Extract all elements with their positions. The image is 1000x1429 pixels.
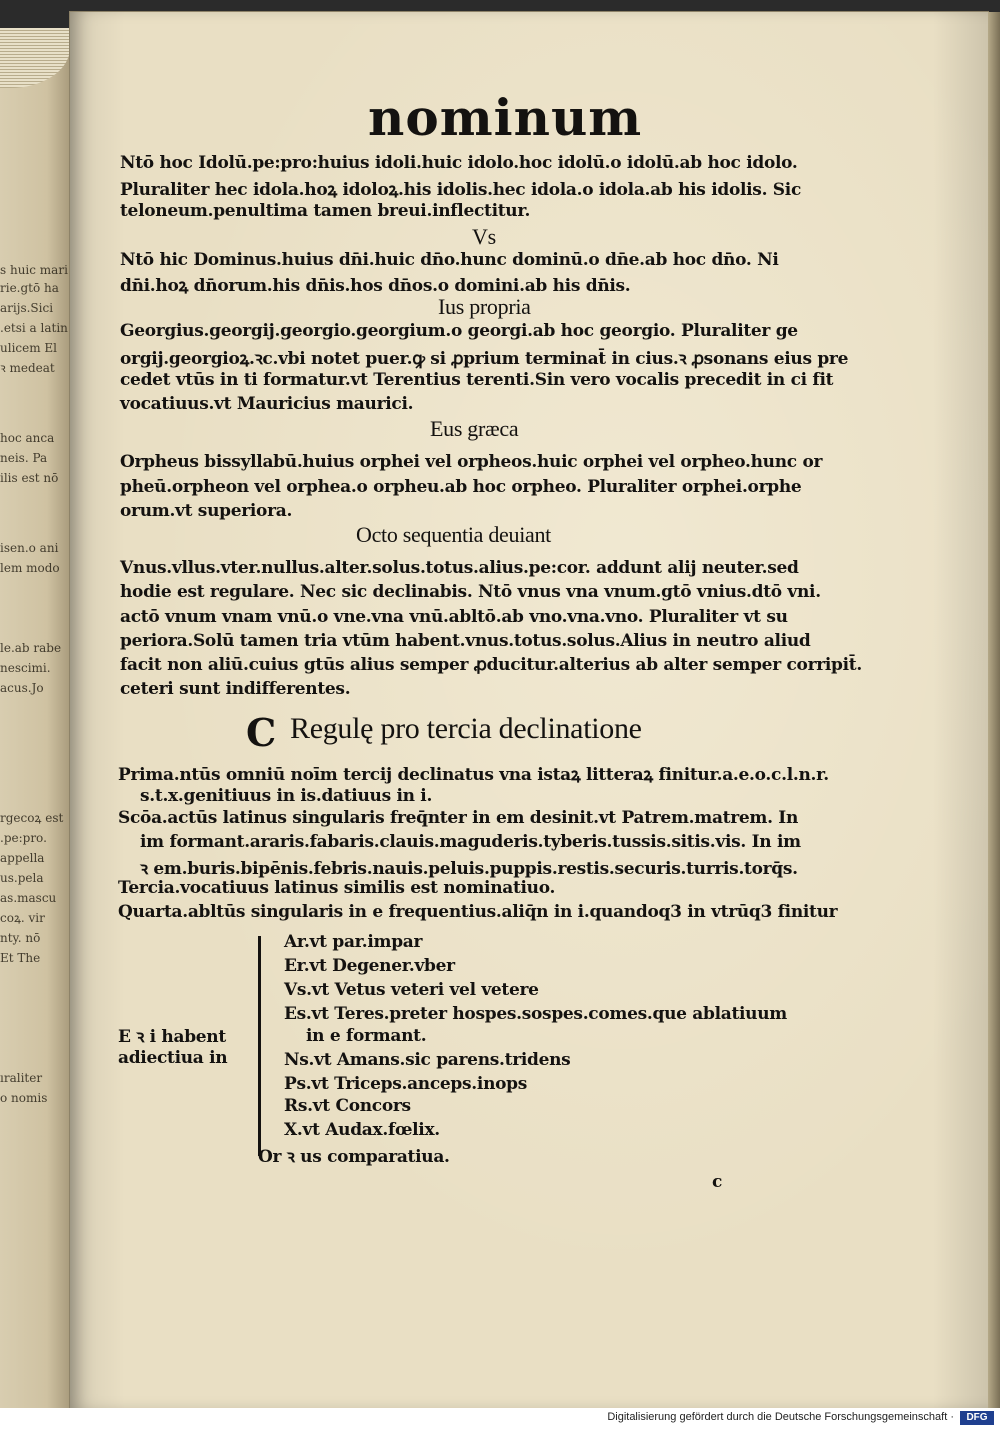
list-item: in e formant.	[306, 1026, 427, 1046]
list-item: Ar.vt par.impar	[284, 932, 423, 952]
section-heading-vs: Vs	[472, 224, 496, 249]
left-margin-fragment: as.mascu	[0, 891, 57, 905]
text-line: vocatiuus.vt Mauricius maurici.	[120, 394, 414, 414]
text-line: Tercia.vocatiuus latinus similis est nominatiuo.	[118, 878, 556, 898]
left-margin-fragment: isen.o ani	[0, 541, 59, 555]
left-margin-fragment: s huic mari	[0, 263, 68, 277]
section-heading-ius: Ius propria	[438, 294, 531, 319]
text-line: hodie est regulare. Nec sic declinabis. Ntō vnus vna vnum.gtō vnius.dtō vni.	[120, 582, 821, 602]
left-margin-fragment: coꝝ. vir	[0, 911, 45, 925]
left-margin-fragment: rgecoꝝ est	[0, 811, 64, 825]
text-line: Prima.ntūs omniū noīm tercij declinatus vna istaꝝ litteraꝝ finitur.a.e.o.c.l.n.r.	[118, 765, 829, 785]
right-page	[70, 12, 988, 1408]
left-margin-fragment: acus.Jo	[0, 681, 44, 695]
text-line: Georgius.georgij.georgio.georgium.o georgi.ab hoc georgio. Pluraliter ge	[120, 321, 798, 341]
rule-heading: Regulę pro tercia declinatione	[290, 712, 642, 745]
left-margin-fragment: arijs.Sici	[0, 301, 54, 315]
left-margin-fragment: lem modo	[0, 561, 60, 575]
left-margin-fragment: ulicem El	[0, 341, 58, 355]
text-line: Scōa.actūs latinus singularis freq̄nter in em desinit.vt Patrem.matrem. In	[118, 808, 799, 828]
left-margin-fragment: .etsi a latin	[0, 321, 68, 335]
list-item: Vs.vt Vetus veteri vel vetere	[284, 980, 539, 1000]
dfg-logo: DFG	[960, 1411, 994, 1425]
text-line: teloneum.penultima tamen breui.inflectitur.	[120, 201, 531, 221]
text-line: pheū.orpheon vel orphea.o orpheu.ab hoc orpheo. Pluraliter orphei.orphe	[120, 477, 802, 497]
text-line: orgij.georgioꝝ.ꝛc.vbi notet puer.ꝙ si ꝓprium terminat̄ in cius.ꝛ ꝓsonans eius pre	[120, 349, 849, 369]
footer-bar	[0, 1408, 1000, 1429]
left-margin-fragment: neis. Pa	[0, 451, 48, 465]
left-margin-fragment: nescimi.	[0, 661, 51, 675]
paragraph-mark: C	[246, 710, 276, 755]
left-margin-fragment: Et The	[0, 951, 41, 965]
text-line: dn̄i.hoꝝ dn̄orum.his dn̄is.hos dn̄os.o domini.ab his dn̄is.	[120, 276, 631, 296]
footer-credit: Digitalisierung gefördert durch die Deutsche Forschungsgemeinschaft ·	[607, 1411, 954, 1423]
text-line: Orpheus bissyllabū.huius orphei vel orpheos.huic orphei vel orpheo.hunc or	[120, 452, 823, 472]
left-page-fragment	[0, 30, 78, 1408]
list-item: Ps.vt Triceps.anceps.inops	[284, 1074, 528, 1094]
left-margin-fragment: rie.gtō ha	[0, 281, 59, 295]
text-line: im formant.araris.fabaris.clauis.maguderis.tyberis.tussis.sitis.vis. In im	[140, 832, 801, 852]
section-heading-octo: Octo sequentia deuiant	[356, 522, 551, 547]
text-line: ꝛ em.buris.bipēnis.febris.nauis.peluis.puppis.restis.securis.turris.torq̄s.	[140, 859, 798, 879]
list-item: Es.vt Teres.preter hospes.sospes.comes.que ablatiuum	[284, 1004, 787, 1024]
left-margin-fragment: ꝛ medeat	[0, 361, 55, 375]
page-title: nominum	[368, 88, 643, 147]
text-line: Pluraliter hec idola.hoꝝ idoloꝝ.his idolis.hec idola.o idola.ab his idolis. Sic	[120, 180, 801, 200]
brace	[258, 936, 273, 1156]
left-margin-fragment: ıraliter	[0, 1071, 43, 1085]
left-margin-fragment: hoc anca	[0, 431, 55, 445]
text-line: Vnus.vllus.vter.nullus.alter.solus.totus.alius.pe:cor. addunt alij neuter.sed	[120, 558, 799, 578]
list-item: X.vt Audax.fœlix.	[284, 1120, 440, 1140]
left-margin-fragment: ilis est nō	[0, 471, 59, 485]
text-line: ceteri sunt indifferentes.	[120, 679, 351, 699]
left-margin-fragment: nty. nō	[0, 931, 41, 945]
text-line: cedet vtūs in ti formatur.vt Terentius terenti.Sin vero vocalis precedit in ci fit	[120, 370, 834, 390]
side-label: E ꝛ i habent	[118, 1027, 226, 1047]
signature-mark: c	[712, 1172, 723, 1192]
left-margin-fragment: us.pela	[0, 871, 44, 885]
page-right-edge	[988, 12, 1000, 1408]
left-margin-fragment: le.ab rabe	[0, 641, 62, 655]
left-margin-fragment: appella	[0, 851, 45, 865]
list-item: Ns.vt Amans.sic parens.tridens	[284, 1050, 571, 1070]
list-item: Er.vt Degener.vber	[284, 956, 455, 976]
list-item: Rs.vt Concors	[284, 1096, 411, 1116]
section-heading-eus: Eus græca	[430, 416, 519, 441]
text-line: orum.vt superiora.	[120, 501, 293, 521]
text-line: Ntō hic Dominus.huius dn̄i.huic dn̄o.hunc dominū.o dn̄e.ab hoc dn̄o. Ni	[120, 250, 779, 270]
text-line: actō vnum vnam vnū.o vne.vna vnū.abltō.ab vno.vna.vno. Pluraliter vt su	[120, 607, 788, 627]
left-margin-fragment: .pe:pro.	[0, 831, 47, 845]
text-line: Quarta.abltūs singularis in e frequentius.aliq̄n in i.quandoq3 in vtrūq3 finitur	[118, 902, 838, 922]
text-line: periora.Solū tamen tria vtūm habent.vnus.totus.solus.Alius in neutro aliud	[120, 631, 811, 651]
side-label: adiectiua in	[118, 1048, 228, 1068]
text-line: s.t.x.genitiuus in is.datiuus in i.	[140, 786, 433, 806]
left-margin-fragment: o nomis	[0, 1091, 48, 1105]
list-item: Or ꝛ us comparatiua.	[258, 1147, 450, 1167]
text-line: facit non aliū.cuius gtūs alius semper ꝓducitur.alterius ab alter semper corripit̄.	[120, 655, 862, 675]
text-line: Ntō hoc Idolū.pe:pro:huius idoli.huic idolo.hoc idolū.o idolū.ab hoc idolo.	[120, 153, 798, 173]
